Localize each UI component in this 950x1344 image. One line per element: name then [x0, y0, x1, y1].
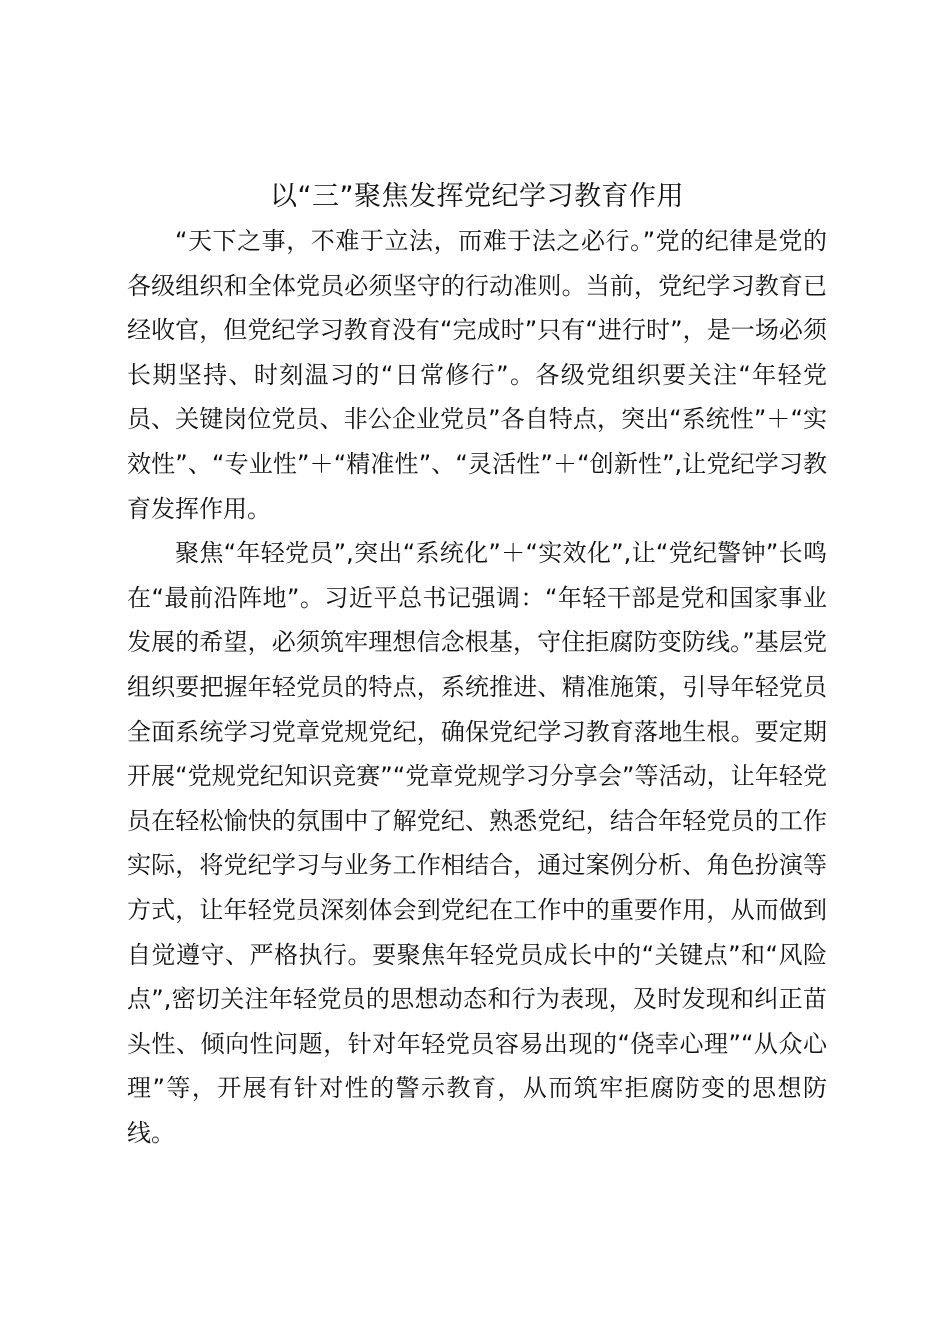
paragraph-intro: “天下之事，不难于立法，而难于法之必行。”党的纪律是党的各级组织和全体党员必须坚守的行动准则。当前，党纪学习教育已经收官，但党纪学习教育没有“完成时”只有“进行时”，是一场必须长期坚持、时刻温习的“日常修行”。各级党组织要关注“年轻党员、关键岗位党员、非公企业党员”各自特点，突出“系统性”＋“实效性”、“专业性”＋“精准性”、“灵活性”＋“创新性”,让党纪学习教育发挥作用。: [127, 227, 827, 523]
document-body: [127, 175, 827, 1155]
paragraph-young-members: 聚焦“年轻党员”,突出“系统化”＋“实效化”,让“党纪警钟”长鸣在“最前沿阵地”。习近平总书记强调：“年轻干部是党和国家事业发展的希望，必须筑牢理想信念根基，守住拒腐防变防线。”基层党组织要把握年轻党员的特点，系统推进、精准施策，引导年轻党员全面系统学习党章党规党纪，确保党纪学习教育落地生根。要定期开展“党规党纪知识竞赛”“党章党规学习分享会”等活动，让年轻党员在轻松愉快的氛围中了解党纪、熟悉党纪，结合年轻党员的工作实际，将党纪学习与业务工作相结合，通过案例分析、角色扮演等方式，让年轻党员深刻体会到党纪在工作中的重要作用，从而做到自觉遵守、严格执行。要聚焦年轻党员成长中的“关键点”和“风险点”,密切关注年轻党员的思想动态和行为表现，及时发现和纠正苗头性、倾向性问题，针对年轻党员容易出现的“侥幸心理”“从众心理”等，开展有针对性的警示教育，从而筑牢拒腐防变的思想防线。: [127, 539, 827, 1147]
document-title: 以“三”聚焦发挥党纪学习教育作用: [270, 181, 684, 212]
